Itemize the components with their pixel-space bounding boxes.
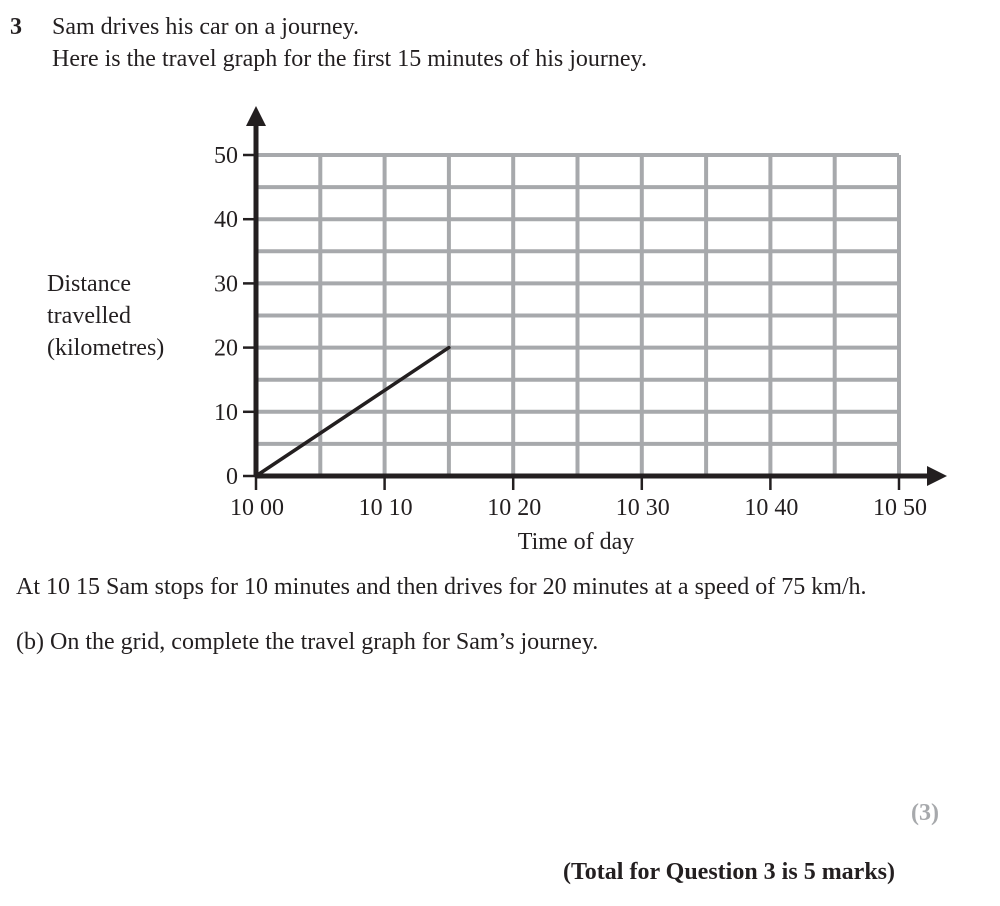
- chart-grid: [256, 155, 899, 476]
- y-axis-label-line: Distance: [47, 271, 131, 297]
- y-tick-label: 30: [214, 271, 238, 298]
- y-tick-label: 40: [214, 207, 238, 234]
- part-b-marks: (3): [911, 800, 939, 826]
- x-tick-label: 10 10: [358, 495, 413, 521]
- y-tick-label: 50: [214, 143, 238, 169]
- x-tick-label: 10 00: [230, 495, 284, 521]
- chart-axes: [246, 106, 947, 486]
- x-tick-label: 10 40: [744, 495, 799, 521]
- x-tick-label: 10 30: [615, 495, 670, 521]
- part-b-instruction: (b) On the grid, complete the travel graph for Sam’s journey.: [16, 629, 599, 655]
- y-axis-label-line: travelled: [47, 303, 131, 329]
- y-tick-label: 10: [214, 399, 238, 426]
- x-tick-label: 10 50: [873, 495, 927, 521]
- y-axis-label-line: (kilometres): [47, 335, 165, 361]
- question-number: 3: [10, 14, 22, 40]
- question-intro-line-1: Sam drives his car on a journey.: [52, 14, 360, 40]
- question-total: (Total for Question 3 is 5 marks): [563, 859, 896, 885]
- y-axis-arrow-icon: [246, 106, 266, 126]
- x-axis-arrow-icon: [927, 466, 947, 486]
- y-tick-label: 0: [226, 464, 238, 490]
- x-axis-label: Time of day: [517, 529, 635, 555]
- y-tick-label: 20: [214, 335, 238, 362]
- question-statement: At 10 15 Sam stops for 10 minutes and then drives for 20 minutes at a speed of 75 km/h.: [16, 574, 867, 600]
- x-tick-label: 10 20: [487, 495, 542, 521]
- question-intro-line-2: Here is the travel graph for the first 15 minutes of his journey.: [52, 46, 647, 72]
